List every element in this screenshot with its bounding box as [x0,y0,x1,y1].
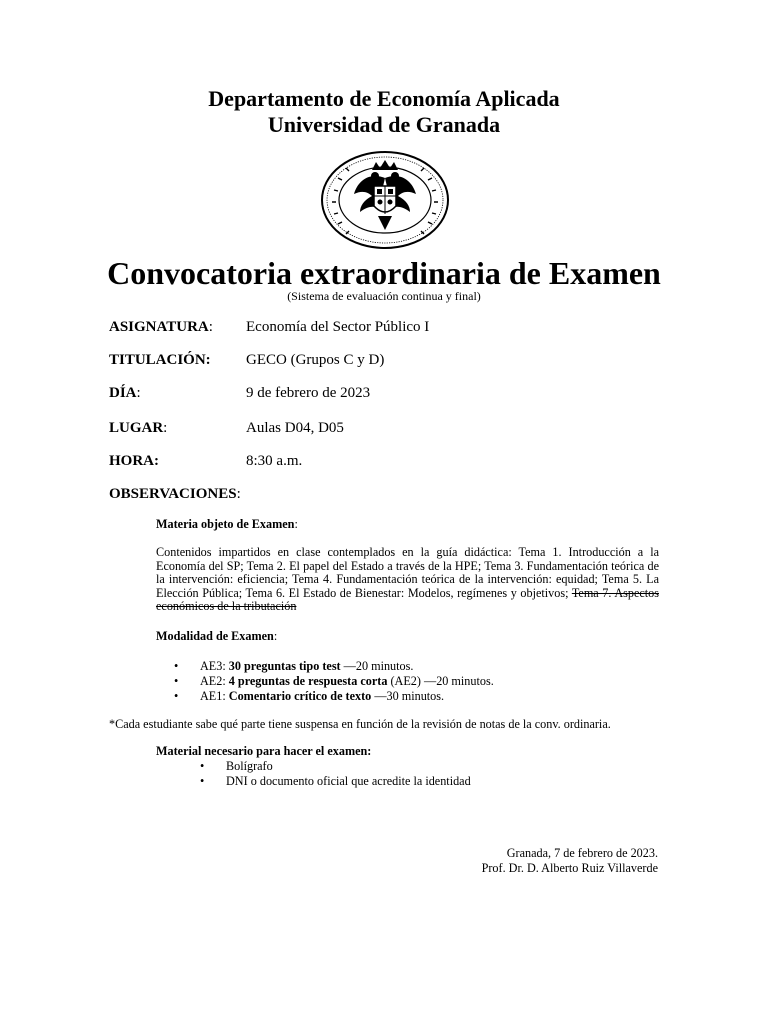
bullet-icon: • [200,759,205,773]
student-note: *Cada estudiante sabe qué parte tiene suspensa en función de la revisión de notas de la conv. ordinaria. [109,717,611,731]
signature-author: Prof. Dr. D. Alberto Ruiz Villaverde [481,861,658,875]
material-heading: Material necesario para hacer el examen: [156,744,372,758]
modalidad-heading: Modalidad de Examen: [156,629,278,643]
materia-heading: Materia objeto de Examen: [156,517,298,531]
hora-value: 8:30 a.m. [246,453,303,469]
hora-label: HORA: [109,453,159,469]
department-heading: Departamento de Economía Aplicada [208,86,560,111]
asignatura-value: Economía del Sector Público I [246,319,430,335]
bullet-icon: • [174,689,179,703]
materia-text: Contenidos impartidos en clase contemplados en la guía didáctica: Tema 1. Introducción a la Economía del SP; Tema 2. El papel del Estado a través de la HPE; Tema 3. Fundamentación teórica de la intervención: eficiencia; Tema 4. Fundamentación teórica de la intervención: equidad; Tema 5. La Elección Pública; Tema 6. El Estado de Bienestar: Modelos, regímenes y objetivos; Tema 7. Aspectos económicos de la tributación [156,545,659,614]
lugar-label: LUGAR: [109,420,168,436]
bullet-icon: • [200,774,205,788]
asignatura-label: ASIGNATURA: [109,319,213,335]
bullet-icon: • [174,674,179,688]
place-date: Granada, 7 de febrero de 2023. [506,846,658,860]
university-seal-icon [320,150,450,250]
document-title: Convocatoria extraordinaria de Examen [107,255,661,291]
modalidad-item: • AE1: Comentario crítico de texto —30 minutos. [174,689,445,703]
modalidad-item: • AE2: 4 preguntas de respuesta corta (AE2) —20 minutos. [174,674,494,688]
university-heading: Universidad de Granada [267,112,501,137]
observaciones-label: OBSERVACIONES: [109,486,241,502]
modalidad-item: • AE3: 30 preguntas tipo test —20 minutos. [174,659,414,673]
titulacion-label: TITULACIÓN: [109,352,211,368]
titulacion-value: GECO (Grupos C y D) [246,352,385,368]
material-item: • DNI o documento oficial que acredite la identidad [200,774,471,788]
dia-label: DÍA: [109,385,141,401]
lugar-value: Aulas D04, D05 [246,420,344,436]
dia-value: 9 de febrero de 2023 [246,385,371,401]
document-subtitle: (Sistema de evaluación continua y final) [287,289,481,303]
material-item: • Bolígrafo [200,759,273,773]
materia-struck-topic: Tema 7. Aspectos económicos de la tributación [156,585,659,614]
bullet-icon: • [174,659,179,673]
